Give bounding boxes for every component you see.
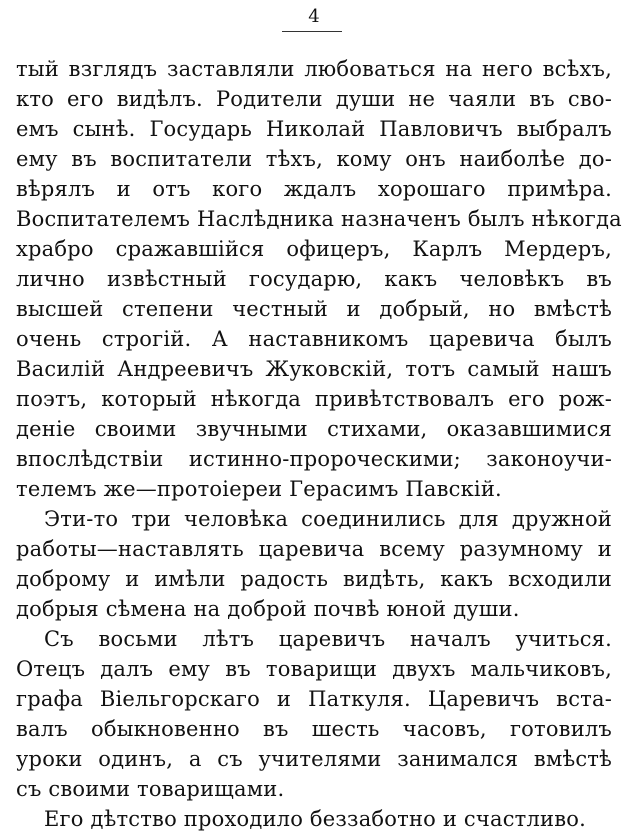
page-number: 4	[308, 6, 320, 27]
text-line: Отецъ далъ ему въ товарищи двухъ мальчиковъ,	[16, 657, 612, 681]
text-line: емъ сынѣ. Государь Николай Павловичъ выбралъ	[16, 117, 612, 141]
text-line: съ своими товарищами.	[16, 777, 285, 801]
text-line: ему въ воспитатели тѣхъ, кому онъ наиболѣе до-	[16, 147, 612, 171]
page-number-rule	[282, 31, 342, 32]
text-line: Съ восьми лѣтъ царевичъ началъ учиться.	[44, 627, 612, 651]
text-line: храбро сражавшiйся офицеръ, Карлъ Мердеръ,	[16, 237, 612, 261]
text-line: Эти-то три человѣка соединились для дружной	[44, 507, 612, 531]
text-line: кто его видѣлъ. Родители души не чаяли въ сво-	[16, 87, 612, 111]
text-line: вѣрялъ и отъ кого ждалъ хорошаго примѣра.	[16, 177, 612, 201]
text-line: лично извѣстный государю, какъ человѣкъ въ	[16, 267, 612, 291]
text-line: высшей степени честный и добрый, но вмѣстѣ	[16, 297, 612, 321]
text-line: впослѣдствiи истинно-пророческими; законоучи-	[16, 447, 612, 471]
text-line: Василiй Андреевичъ Жуковскiй, тотъ самый нашъ	[16, 357, 612, 381]
body-text	[16, 54, 622, 834]
text-line: Его дѣтство проходило беззаботно и счастливо.	[44, 807, 586, 831]
text-line: валъ обыкновенно въ шесть часовъ, готовилъ	[16, 717, 612, 741]
text-line: очень строгiй. А наставникомъ царевича былъ	[16, 327, 612, 351]
text-line: графа Вiельгорскаго и Паткуля. Царевичъ вста-	[16, 687, 612, 711]
text-line: Воспитателемъ Наслѣдника назначенъ былъ нѣкогда	[16, 207, 622, 231]
text-line: добрыя сѣмена на доброй почвѣ юной души.	[16, 597, 520, 621]
text-line: тый взглядъ заставляли любоваться на него всѣхъ,	[16, 57, 612, 81]
text-line: денiе своими звучными стихами, оказавшимися	[16, 417, 612, 441]
text-line: поэтъ, который нѣкогда привѣтствовалъ его рож-	[16, 387, 612, 411]
text-line: работы—наставлять царевича всему разумному и	[16, 537, 612, 561]
text-line: телемъ же—протоiереи Герасимъ Павскiй.	[16, 477, 502, 501]
text-line: уроки одинъ, а съ учителями занимался вмѣстѣ	[16, 747, 612, 771]
text-line: доброму и имѣли радость видѣть, какъ всходили	[16, 567, 612, 591]
